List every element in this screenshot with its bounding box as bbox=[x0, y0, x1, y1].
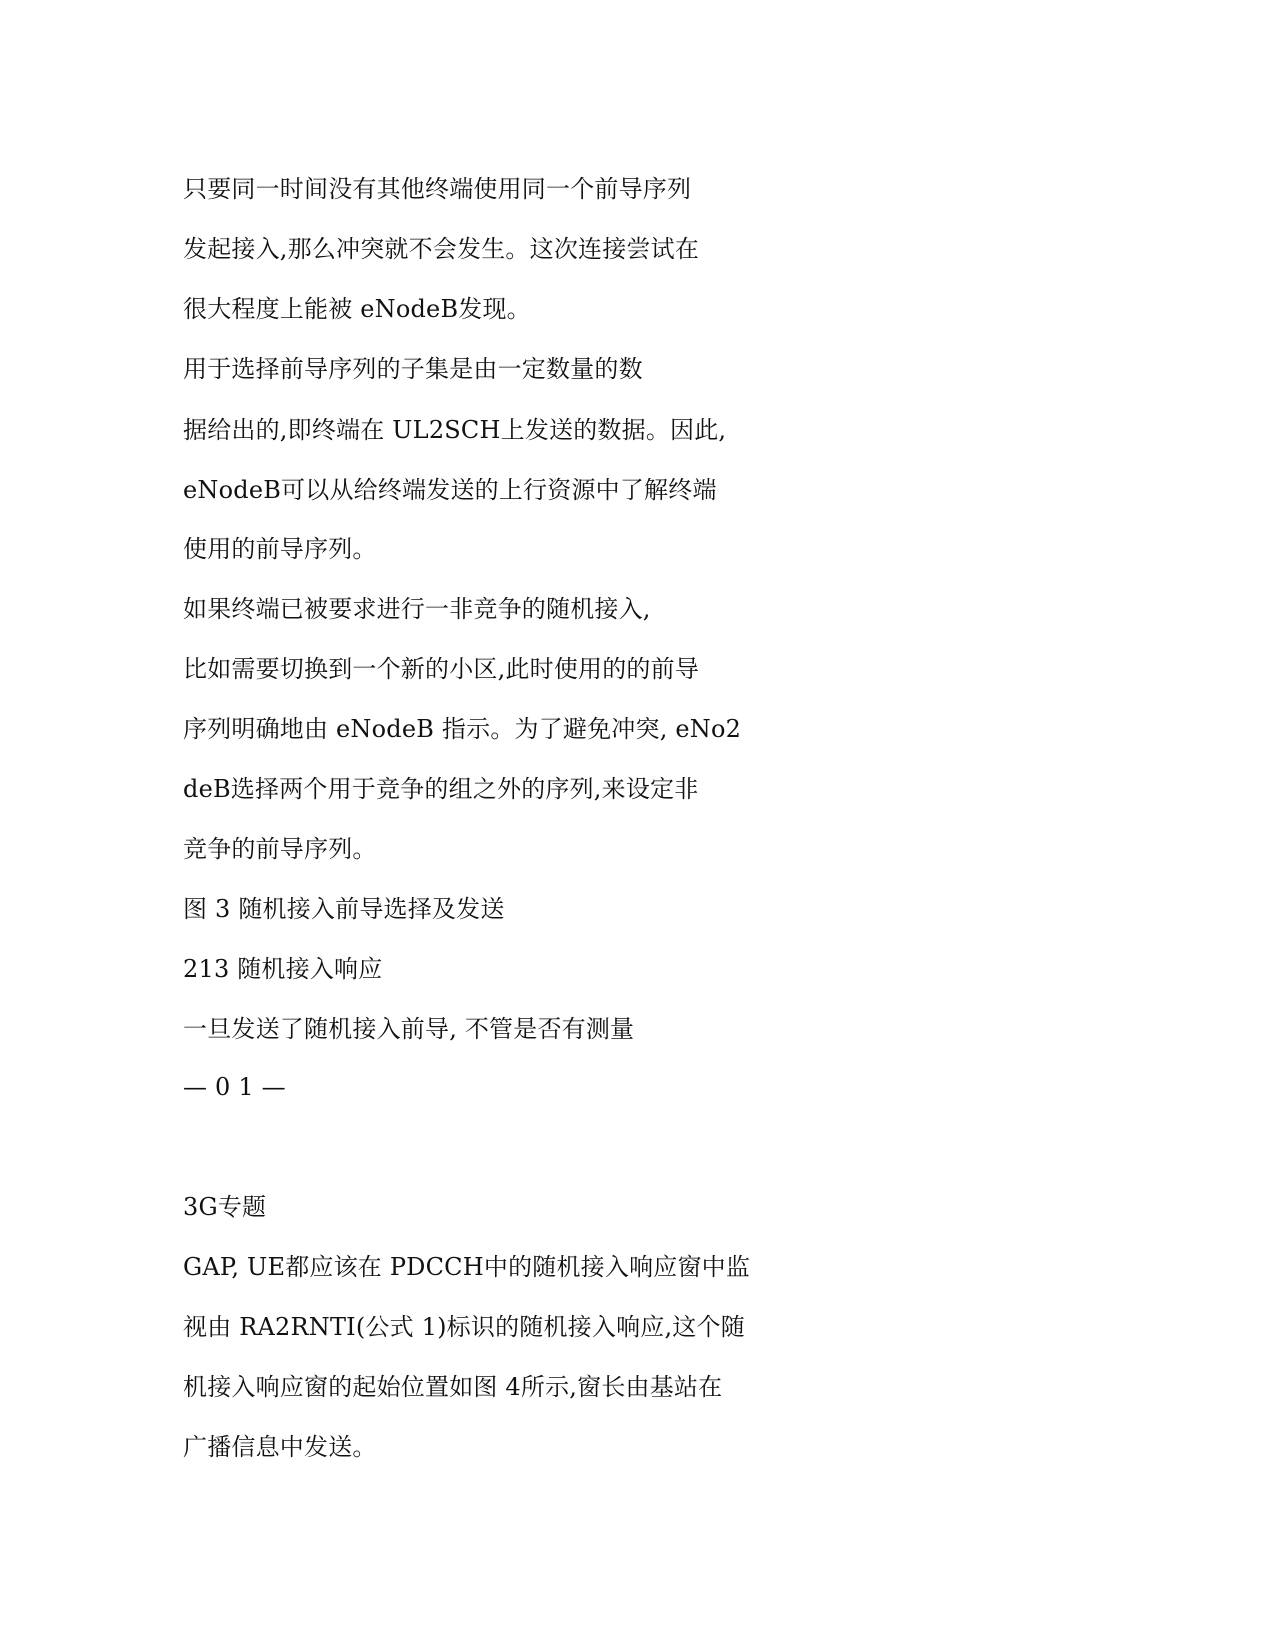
section-heading: 213 随机接入响应 bbox=[183, 955, 383, 983]
paragraph-line: 一旦发送了随机接入前导, 不管是否有测量 bbox=[183, 1015, 635, 1043]
running-header: 3G专题 bbox=[183, 1193, 267, 1221]
figure-caption: 图 3 随机接入前导选择及发送 bbox=[183, 895, 505, 923]
paragraph-line: 如果终端已被要求进行一非竞争的随机接入, bbox=[183, 595, 651, 623]
paragraph-line: 用于选择前导序列的子集是由一定数量的数 bbox=[183, 355, 643, 383]
paragraph-line: 发起接入,那么冲突就不会发生。这次连接尝试在 bbox=[183, 235, 700, 263]
paragraph-line: 只要同一时间没有其他终端使用同一个前导序列 bbox=[183, 175, 692, 203]
paragraph-line: 据给出的,即终端在 UL2SCH上发送的数据。因此, bbox=[183, 416, 727, 444]
paragraph-line: deB选择两个用于竞争的组之外的序列,来设定非 bbox=[183, 775, 699, 803]
paragraph-line: 很大程度上能被 eNodeB发现。 bbox=[183, 295, 531, 323]
paragraph-line: 序列明确地由 eNodeB 指示。为了避免冲突, eNo2 bbox=[183, 715, 742, 743]
paragraph-line: GAP, UE都应该在 PDCCH中的随机接入响应窗中监 bbox=[183, 1253, 751, 1281]
paragraph-line: 视由 RA2RNTI(公式 1)标识的随机接入响应,这个随 bbox=[183, 1313, 745, 1341]
paragraph-line: 竞争的前导序列。 bbox=[183, 835, 377, 863]
paragraph-line: 广播信息中发送。 bbox=[183, 1433, 377, 1461]
paragraph-line: 机接入响应窗的起始位置如图 4所示,窗长由基站在 bbox=[183, 1373, 723, 1401]
page-number: — 0 1 — bbox=[183, 1073, 286, 1101]
paragraph-line: eNodeB可以从给终端发送的上行资源中了解终端 bbox=[183, 476, 717, 504]
paragraph-line: 比如需要切换到一个新的小区,此时使用的的前导 bbox=[183, 655, 700, 683]
paragraph-line: 使用的前导序列。 bbox=[183, 535, 377, 563]
